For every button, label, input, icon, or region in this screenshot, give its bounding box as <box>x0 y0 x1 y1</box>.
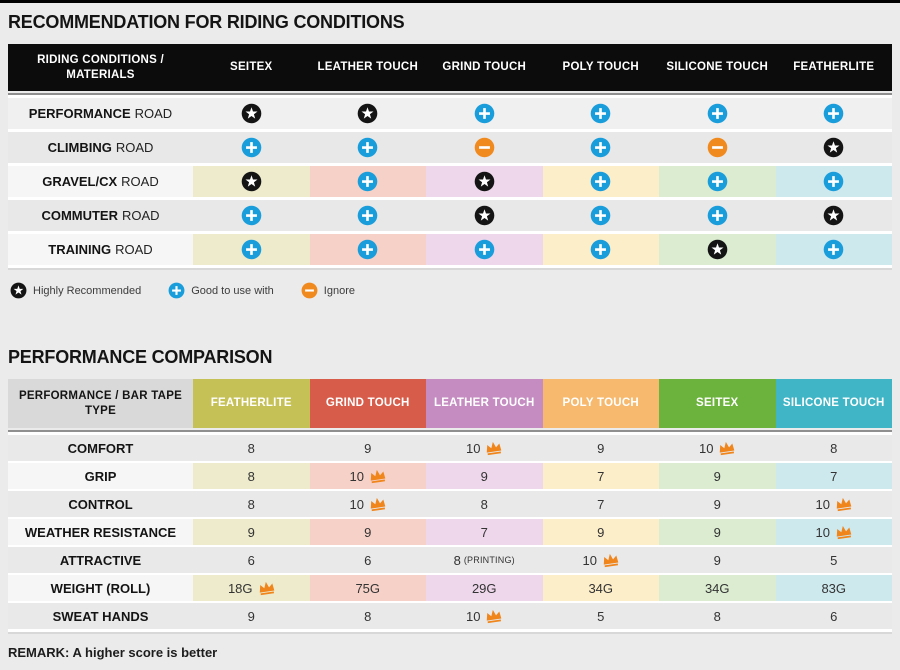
score-cell <box>193 463 310 489</box>
score-value: 9 <box>713 468 721 484</box>
remark: REMARK: A higher score is better <box>8 645 218 660</box>
score-cell <box>543 491 660 517</box>
header-grind-touch: GRIND TOUCH <box>310 379 427 428</box>
crown-icon <box>485 440 504 456</box>
score-cell <box>543 547 660 573</box>
score-cell <box>543 519 660 545</box>
score-value: 7 <box>597 468 605 484</box>
score-value: 10 <box>815 524 830 540</box>
crown-icon <box>485 608 504 624</box>
score-value: 7 <box>597 496 605 512</box>
riding-conditions-row <box>8 166 892 197</box>
score-cell <box>659 435 776 461</box>
score-value: 6 <box>830 608 838 624</box>
score-cell <box>776 463 893 489</box>
score-value: 8 <box>364 608 372 624</box>
star-icon <box>823 137 844 158</box>
score-cell <box>776 519 893 545</box>
score-suffix: (PRINTING) <box>463 555 515 565</box>
star-icon <box>823 205 844 226</box>
recommendation-cell <box>310 200 427 231</box>
recommendation-cell <box>426 132 543 163</box>
row-label-rest: ROAD <box>115 140 154 155</box>
recommendation-cell <box>543 166 660 197</box>
score-cell <box>659 463 776 489</box>
score-cell <box>426 519 543 545</box>
plus-icon <box>241 239 262 260</box>
header-silicone-touch: SILICONE TOUCH <box>776 379 893 428</box>
header-seitex: SEITEX <box>230 61 273 74</box>
row-label <box>8 132 193 163</box>
recommendation-cell <box>659 98 776 129</box>
recommendation-cell <box>426 200 543 231</box>
plus-icon <box>241 137 262 158</box>
score-value: 10 <box>466 440 481 456</box>
row-label <box>8 547 193 573</box>
legend-label: Good to use with <box>191 284 274 297</box>
plus-icon <box>590 239 611 260</box>
score-value: 6 <box>364 552 372 568</box>
row-label-bold: PERFORMANCE <box>28 106 131 121</box>
score-value: 10 <box>466 608 481 624</box>
score-cell <box>776 575 893 601</box>
recommendation-cell <box>659 200 776 231</box>
score-cell <box>193 603 310 629</box>
score-value: 9 <box>364 440 372 456</box>
score-cell <box>776 547 893 573</box>
riding-conditions-table <box>8 44 892 270</box>
legend <box>8 270 892 299</box>
star-icon <box>241 171 262 192</box>
score-value: 9 <box>597 440 605 456</box>
recommendation-cell <box>426 98 543 129</box>
header-poly-touch: POLY TOUCH <box>562 61 639 74</box>
score-cell <box>776 603 893 629</box>
plus-icon <box>168 282 185 299</box>
legend-label: Highly Recommended <box>33 284 142 297</box>
score-value: 10 <box>349 496 364 512</box>
score-value: 34G <box>588 580 614 596</box>
performance-row <box>8 435 892 461</box>
score-cell <box>310 547 427 573</box>
header-seitex: SEITEX <box>659 379 776 428</box>
plus-icon <box>474 239 495 260</box>
score-cell <box>543 575 660 601</box>
performance-comparison-table <box>8 379 892 634</box>
score-cell <box>310 435 427 461</box>
recommendation-cell <box>776 166 893 197</box>
score-value: 10 <box>582 552 597 568</box>
row-label-bold: WEATHER RESISTANCE <box>24 524 177 540</box>
performance-row <box>8 463 892 489</box>
row-label-rest: ROAD <box>121 208 160 223</box>
recommendation-cell <box>310 132 427 163</box>
score-value: 8 <box>247 468 255 484</box>
score-cell <box>193 435 310 461</box>
header-leather-touch: LEATHER TOUCH <box>317 61 419 74</box>
crown-icon <box>368 468 387 484</box>
score-cell <box>659 575 776 601</box>
recommendation-cell <box>426 234 543 265</box>
score-value: 5 <box>597 608 605 624</box>
minus-icon <box>707 137 728 158</box>
recommendation-cell <box>193 98 310 129</box>
score-cell <box>426 491 543 517</box>
score-cell <box>776 435 893 461</box>
row-label <box>8 234 193 265</box>
star-icon <box>474 205 495 226</box>
crown-icon <box>601 552 620 568</box>
score-value: 8 <box>830 440 838 456</box>
header-performance-bar-tape-type: PERFORMANCE / BAR TAPE TYPE <box>8 379 193 428</box>
header-leather-touch: LEATHER TOUCH <box>426 379 543 428</box>
score-value: 7 <box>830 468 838 484</box>
performance-row <box>8 603 892 629</box>
plus-icon <box>707 103 728 124</box>
performance-row <box>8 547 892 573</box>
recommendation-cell <box>426 166 543 197</box>
row-label-bold: WEIGHT (ROLL) <box>50 580 151 596</box>
row-label <box>8 435 193 461</box>
row-label-bold: SWEAT HANDS <box>52 608 149 624</box>
recommendation-cell <box>543 98 660 129</box>
page <box>0 3 900 660</box>
row-label-rest: ROAD <box>115 242 153 257</box>
star-icon <box>474 171 495 192</box>
score-cell <box>310 463 427 489</box>
plus-icon <box>590 205 611 226</box>
row-label-bold: COMMUTER <box>41 208 118 223</box>
row-label-rest: ROAD <box>121 174 159 189</box>
riding-conditions-row <box>8 132 892 163</box>
performance-row <box>8 575 892 601</box>
score-cell <box>776 491 893 517</box>
plus-icon <box>357 205 378 226</box>
score-cell <box>426 603 543 629</box>
score-cell <box>659 491 776 517</box>
score-cell <box>193 575 310 601</box>
recommendation-cell <box>543 234 660 265</box>
row-label <box>8 166 193 197</box>
legend-label: Ignore <box>323 284 355 297</box>
header-silicone-touch: SILICONE TOUCH <box>666 61 769 74</box>
score-value: 34G <box>704 580 730 596</box>
row-label-bold: TRAINING <box>48 242 112 257</box>
riding-conditions-table-header <box>8 44 892 91</box>
score-value: 83G <box>821 580 847 596</box>
score-value: 18G <box>227 580 253 596</box>
score-cell <box>426 435 543 461</box>
score-cell <box>193 491 310 517</box>
score-value: 7 <box>480 524 488 540</box>
performance-comparison-title: PERFORMANCE COMPARISON <box>8 347 273 367</box>
star-icon <box>357 103 378 124</box>
score-value: 9 <box>364 524 372 540</box>
recommendation-cell <box>776 234 893 265</box>
riding-conditions-table-body <box>8 95 892 270</box>
legend-item <box>168 282 274 299</box>
crown-icon <box>834 524 853 540</box>
performance-row <box>8 519 892 545</box>
row-label <box>8 603 193 629</box>
score-cell <box>543 463 660 489</box>
row-label <box>8 98 193 129</box>
plus-icon <box>590 137 611 158</box>
plus-icon <box>357 137 378 158</box>
score-value: 9 <box>713 524 721 540</box>
score-value: 9 <box>247 608 255 624</box>
recommendation-cell <box>776 132 893 163</box>
score-cell <box>659 603 776 629</box>
row-label-rest: ROAD <box>134 106 173 121</box>
recommendation-cell <box>776 200 893 231</box>
score-cell <box>310 575 427 601</box>
score-value: 10 <box>815 496 830 512</box>
score-value: 9 <box>713 496 721 512</box>
plus-icon <box>823 171 844 192</box>
score-value: 9 <box>480 468 488 484</box>
score-value: 10 <box>699 440 714 456</box>
performance-table-body <box>8 432 892 634</box>
score-cell <box>310 491 427 517</box>
recommendation-cell <box>193 200 310 231</box>
legend-item <box>10 282 141 299</box>
star-icon <box>707 239 728 260</box>
row-label <box>8 200 193 231</box>
recommendation-cell <box>543 132 660 163</box>
row-label <box>8 463 193 489</box>
riding-conditions-row <box>8 98 892 129</box>
minus-icon <box>474 137 495 158</box>
plus-icon <box>474 103 495 124</box>
header-featherlite: FEATHERLITE <box>793 61 875 74</box>
crown-icon <box>718 440 737 456</box>
row-label <box>8 491 193 517</box>
crown-icon <box>834 496 853 512</box>
recommendation-cell <box>310 166 427 197</box>
score-value: 8 <box>713 608 721 624</box>
header-riding-conditions-materials: RIDING CONDITIONS / MATERIALS <box>37 54 164 81</box>
score-cell <box>310 603 427 629</box>
score-value: 5 <box>830 552 838 568</box>
star-icon <box>241 103 262 124</box>
row-label-bold: CLIMBING <box>47 140 112 155</box>
score-cell <box>426 575 543 601</box>
score-cell <box>659 519 776 545</box>
score-value: 10 <box>349 468 364 484</box>
plus-icon <box>590 103 611 124</box>
score-cell <box>543 603 660 629</box>
score-value: 9 <box>247 524 255 540</box>
row-label-bold: GRAVEL/CX <box>42 174 118 189</box>
score-cell <box>426 463 543 489</box>
header-poly-touch: POLY TOUCH <box>543 379 660 428</box>
recommendation-cell <box>193 166 310 197</box>
recommendation-cell <box>193 132 310 163</box>
legend-item <box>301 282 355 299</box>
score-value: 75G <box>355 580 381 596</box>
score-value: 8 <box>247 496 255 512</box>
row-label-bold: COMFORT <box>67 440 134 456</box>
performance-table-header <box>8 379 892 428</box>
row-label-bold: CONTROL <box>68 496 133 512</box>
plus-icon <box>823 239 844 260</box>
recommendation-cell <box>193 234 310 265</box>
score-value: 9 <box>597 524 605 540</box>
recommendation-cell <box>310 98 427 129</box>
recommendation-cell <box>543 200 660 231</box>
recommendation-cell <box>310 234 427 265</box>
score-value: 9 <box>713 552 721 568</box>
header-featherlite: FEATHERLITE <box>193 379 310 428</box>
header-grind-touch: GRIND TOUCH <box>442 61 527 74</box>
score-cell <box>543 435 660 461</box>
score-cell <box>426 547 543 573</box>
row-label <box>8 575 193 601</box>
row-label-bold: ATTRACTIVE <box>59 552 142 568</box>
score-value: 8 <box>453 552 461 568</box>
plus-icon <box>823 103 844 124</box>
plus-icon <box>357 239 378 260</box>
plus-icon <box>241 205 262 226</box>
star-icon <box>10 282 27 299</box>
score-cell <box>193 519 310 545</box>
crown-icon <box>257 580 276 596</box>
recommendation-cell <box>776 98 893 129</box>
performance-row <box>8 491 892 517</box>
score-value: 29G <box>471 580 497 596</box>
crown-icon <box>368 496 387 512</box>
score-value: 8 <box>480 496 488 512</box>
row-label <box>8 519 193 545</box>
score-cell <box>659 547 776 573</box>
row-label-bold: GRIP <box>84 468 117 484</box>
plus-icon <box>357 171 378 192</box>
riding-conditions-row <box>8 234 892 265</box>
riding-conditions-title: RECOMMENDATION FOR RIDING CONDITIONS <box>8 12 405 32</box>
recommendation-cell <box>659 234 776 265</box>
recommendation-cell <box>659 166 776 197</box>
minus-icon <box>301 282 318 299</box>
plus-icon <box>707 205 728 226</box>
score-value: 6 <box>247 552 255 568</box>
plus-icon <box>590 171 611 192</box>
plus-icon <box>707 171 728 192</box>
riding-conditions-row <box>8 200 892 231</box>
score-value: 8 <box>247 440 255 456</box>
score-cell <box>193 547 310 573</box>
score-cell <box>310 519 427 545</box>
recommendation-cell <box>659 132 776 163</box>
